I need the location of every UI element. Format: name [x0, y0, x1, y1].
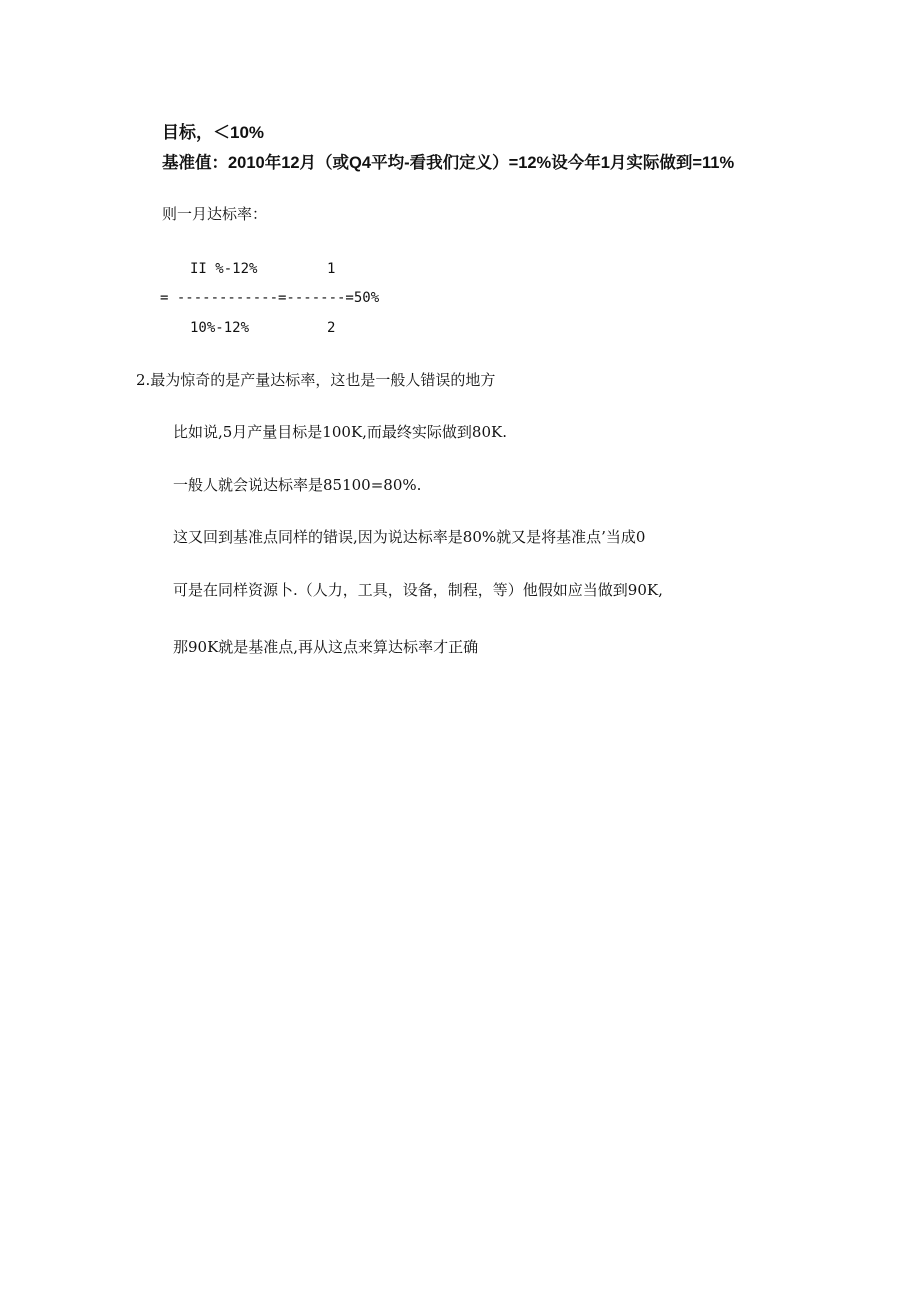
formula-denominator-right: 2: [327, 320, 336, 336]
section2-paragraph-1: 比如说,5月产量目标是100K,而最终实际做到80K.: [173, 423, 507, 441]
formula-numerator-right: 1: [327, 261, 336, 277]
section2-paragraph-3: 这又回到基准点同样的错误,因为说达标率是80%就又是将基准点’当成0: [173, 528, 646, 546]
formula-numerator-left: II %-12%: [190, 261, 258, 277]
formula-equation: = ------------=-------=50%: [160, 290, 380, 306]
target-line: 目标，＜10%: [162, 123, 265, 142]
formula-denominator-left: 10%-12%: [190, 320, 250, 336]
section2-paragraph-4: 可是在同样资源卜.（人力，工具，设备，制程，等）他假如应当做到90K,: [173, 581, 663, 599]
january-rate-label: 则一月达标率：: [162, 205, 268, 223]
section2-paragraph-2: 一般人就会说达标率是85100=80%.: [173, 476, 422, 494]
baseline-line: 基准值：2010年12月（或Q4平均-看我们定义）=12%设今年1月实际做到=11%: [162, 154, 735, 172]
section2-heading: 2.最为惊奇的是产量达标率，这也是一般人错误的地方: [136, 371, 496, 389]
section2-paragraph-5: 那90K就是基准点,再从这点来算达标率才正确: [173, 638, 479, 656]
